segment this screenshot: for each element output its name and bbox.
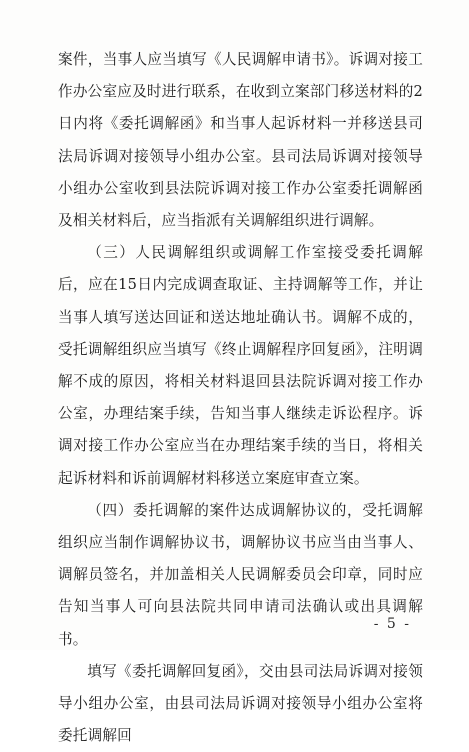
- page-number: - 5 -: [373, 616, 411, 632]
- paragraph-section-four: （四）委托调解的案件达成调解协议的，受托调解组织应当制作调解协议书，调解协议书应当由当事人、调解员签名，并加盖相关人民调解委员会印章，同时应告知当事人可向县法院共同申请司法确认或出具调解书。: [58, 501, 423, 648]
- paragraph-section-three: （三）人民调解组织或调解工作室接受委托调解后，应在15日内完成调查取证、主持调解等工作，并让当事人填写送达回证和送达地址确认书。调解不成的，受托调解组织应当填写《终止调解程序回复函》，注明调解不成的原因，将相关材料退回县法院诉调对接工作办公室，办理结案手续，告知当事人继续走诉讼程序。诉调对接工作办公室应当在办理结案手续的当日，将相关起诉材料和诉前调解材料移送立案庭审查立案。: [58, 244, 423, 487]
- paragraph-reply-letter: 填写《委托调解回复函》，交由县司法局诉调对接领导小组办公室，由县司法局诉调对接领导小组办公室将委托调解回: [58, 662, 423, 745]
- paragraph-continuation: 案件，当事人应当填写《人民调解申请书》。诉调对接工作办公室应及时进行联系，在收到立案部门移送材料的2日内将《委托调解函》和当事人起诉材料一并移送县司法局诉调对接领导小组办公室。县司法局诉调对接领导小组办公室收到县法院诉调对接工作办公室委托调解函及相关材料后，应当指派有关调解组织进行调解。: [58, 51, 423, 230]
